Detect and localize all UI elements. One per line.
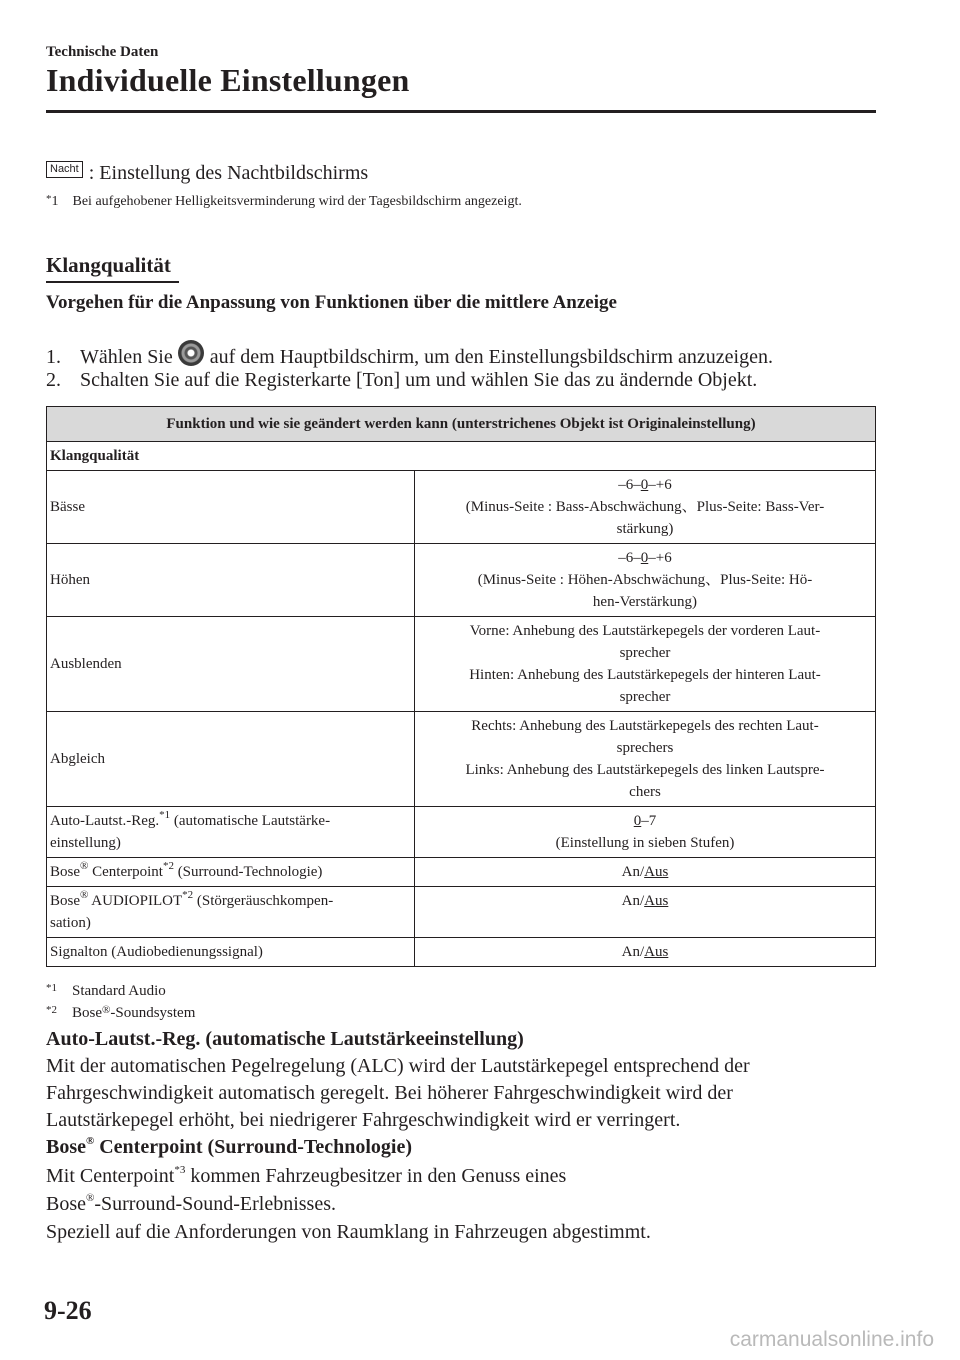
table-row <box>47 544 876 617</box>
table-row <box>47 807 876 858</box>
setting-values: An/Aus <box>415 887 876 938</box>
alc-paragraph-line: Lautstärkepegel erhöht, bei niedrigerer Fahrgeschwindigkeit wird er verringert. <box>46 1109 681 1131</box>
alc-paragraph-line: Mit der automatischen Pegelregelung (ALC) wird der Lautstärkepegel entsprechend der <box>46 1055 750 1077</box>
sound-settings-table <box>46 406 876 967</box>
table-row <box>47 858 876 887</box>
setting-name: Auto-Lautst.-Reg.$^{*1}$ (automatische Lautstärke- einstellung) <box>47 807 415 858</box>
setting-name: Abgleich <box>47 712 415 807</box>
step-number: 2. <box>46 369 61 391</box>
setting-values: An/Aus <box>415 938 876 967</box>
table-row <box>47 471 876 544</box>
procedure-heading: Vorgehen für die Anpassung von Funktionen über die mittlere Anzeige <box>46 292 617 313</box>
page-number: 9-26 <box>44 1296 92 1325</box>
centerpoint-paragraph-line: Bose®-Surround-Sound-Erlebnisses. <box>46 1192 336 1215</box>
settings-gear-icon <box>178 340 204 366</box>
page-title: Individuelle Einstellungen <box>46 62 410 98</box>
footnote-asterisk: * <box>46 193 52 205</box>
table-category: Klangqualität <box>47 442 876 471</box>
setting-values: An/Aus <box>415 858 876 887</box>
title-divider <box>46 110 876 113</box>
setting-name: Ausblenden <box>47 617 415 712</box>
table-category-row <box>47 442 876 471</box>
step-text: Wählen Sie <box>80 345 173 368</box>
setting-name: Bässe <box>47 471 415 544</box>
step-text: auf dem Hauptbildschirm, um den Einstellungsbildschirm anzuzeigen. <box>209 345 773 368</box>
centerpoint-paragraph-line: Speziell auf die Anforderungen von Raumklang in Fahrzeugen abgestimmt. <box>46 1221 651 1243</box>
step-text: Schalten Sie auf die Registerkarte [Ton] um und wählen Sie das zu ändernde Objekt. <box>80 369 758 391</box>
centerpoint-heading: Bose® Centerpoint (Surround-Technologie) <box>46 1135 413 1158</box>
footnote-text: Bei aufgehobener Helligkeitsverminderung wird der Tagesbildschirm angezeigt. <box>72 194 522 209</box>
step-number: 1. <box>46 345 61 368</box>
table-row <box>47 617 876 712</box>
setting-name: Höhen <box>47 544 415 617</box>
night-setting-line <box>46 162 368 185</box>
table-header-row <box>47 407 876 442</box>
setting-name: Bose® Centerpoint$^{*2}$ (Surround-Technologie) <box>47 858 415 887</box>
setting-values: –6–0–+6 (Minus-Seite : Höhen-Abschwächung、Plus-Seite: Hö- hen-Verstärkung) <box>415 544 876 617</box>
centerpoint-paragraph-line: Mit Centerpoint$^{*3}$ kommen Fahrzeugbesitzer in den Genuss eines <box>46 1164 567 1187</box>
setting-name: Bose® AUDIOPILOT$^{*2}$ (Störgeräuschkompen- sation) <box>47 887 415 938</box>
table-row <box>47 887 876 938</box>
table-footnote-2: $^{*2}$ Bose®-Soundsystem <box>46 1004 196 1021</box>
night-tag-badge: Nacht <box>46 161 83 178</box>
setting-values: Vorne: Anhebung des Lautstärkepegels der vorderen Laut- sprecher Hinten: Anhebung des Lautstärkepegels der hinteren Laut- sprecher <box>415 617 876 712</box>
table-header: Funktion und wie sie geändert werden kann (unterstrichenes Objekt ist Originaleinstellung) <box>47 407 876 442</box>
table-row <box>47 938 876 967</box>
alc-paragraph-line: Fahrgeschwindigkeit automatisch geregelt. Bei höherer Fahrgeschwindigkeit wird der <box>46 1082 733 1104</box>
step-2 <box>46 369 757 392</box>
night-footnote <box>46 194 522 210</box>
watermark: carmanualsonline.info <box>729 1328 934 1351</box>
table-footnote-1: $^{*1}$ Standard Audio <box>46 982 166 999</box>
footnote-number: 1 <box>51 194 59 209</box>
heading-underline <box>46 281 179 283</box>
alc-heading: Auto-Lautst.-Reg. (automatische Lautstärkeeinstellung) <box>46 1028 524 1050</box>
setting-values: 0–7 (Einstellung in sieben Stufen) <box>415 807 876 858</box>
setting-name: Signalton (Audiobedienungssignal) <box>47 938 415 967</box>
table-row <box>47 712 876 807</box>
night-setting-text: : Einstellung des Nachtbildschirms <box>88 162 369 184</box>
section-heading-klangqualitaet: Klangqualität <box>46 253 171 277</box>
section-label: Technische Daten <box>46 44 159 60</box>
setting-values: Rechts: Anhebung des Lautstärkepegels des rechten Laut- sprechers Links: Anhebung des Lautstärkepegels des linken Lautspre- chers <box>415 712 876 807</box>
setting-values: –6–0–+6 (Minus-Seite : Bass-Abschwächung、Plus-Seite: Bass-Ver- stärkung) <box>415 471 876 544</box>
